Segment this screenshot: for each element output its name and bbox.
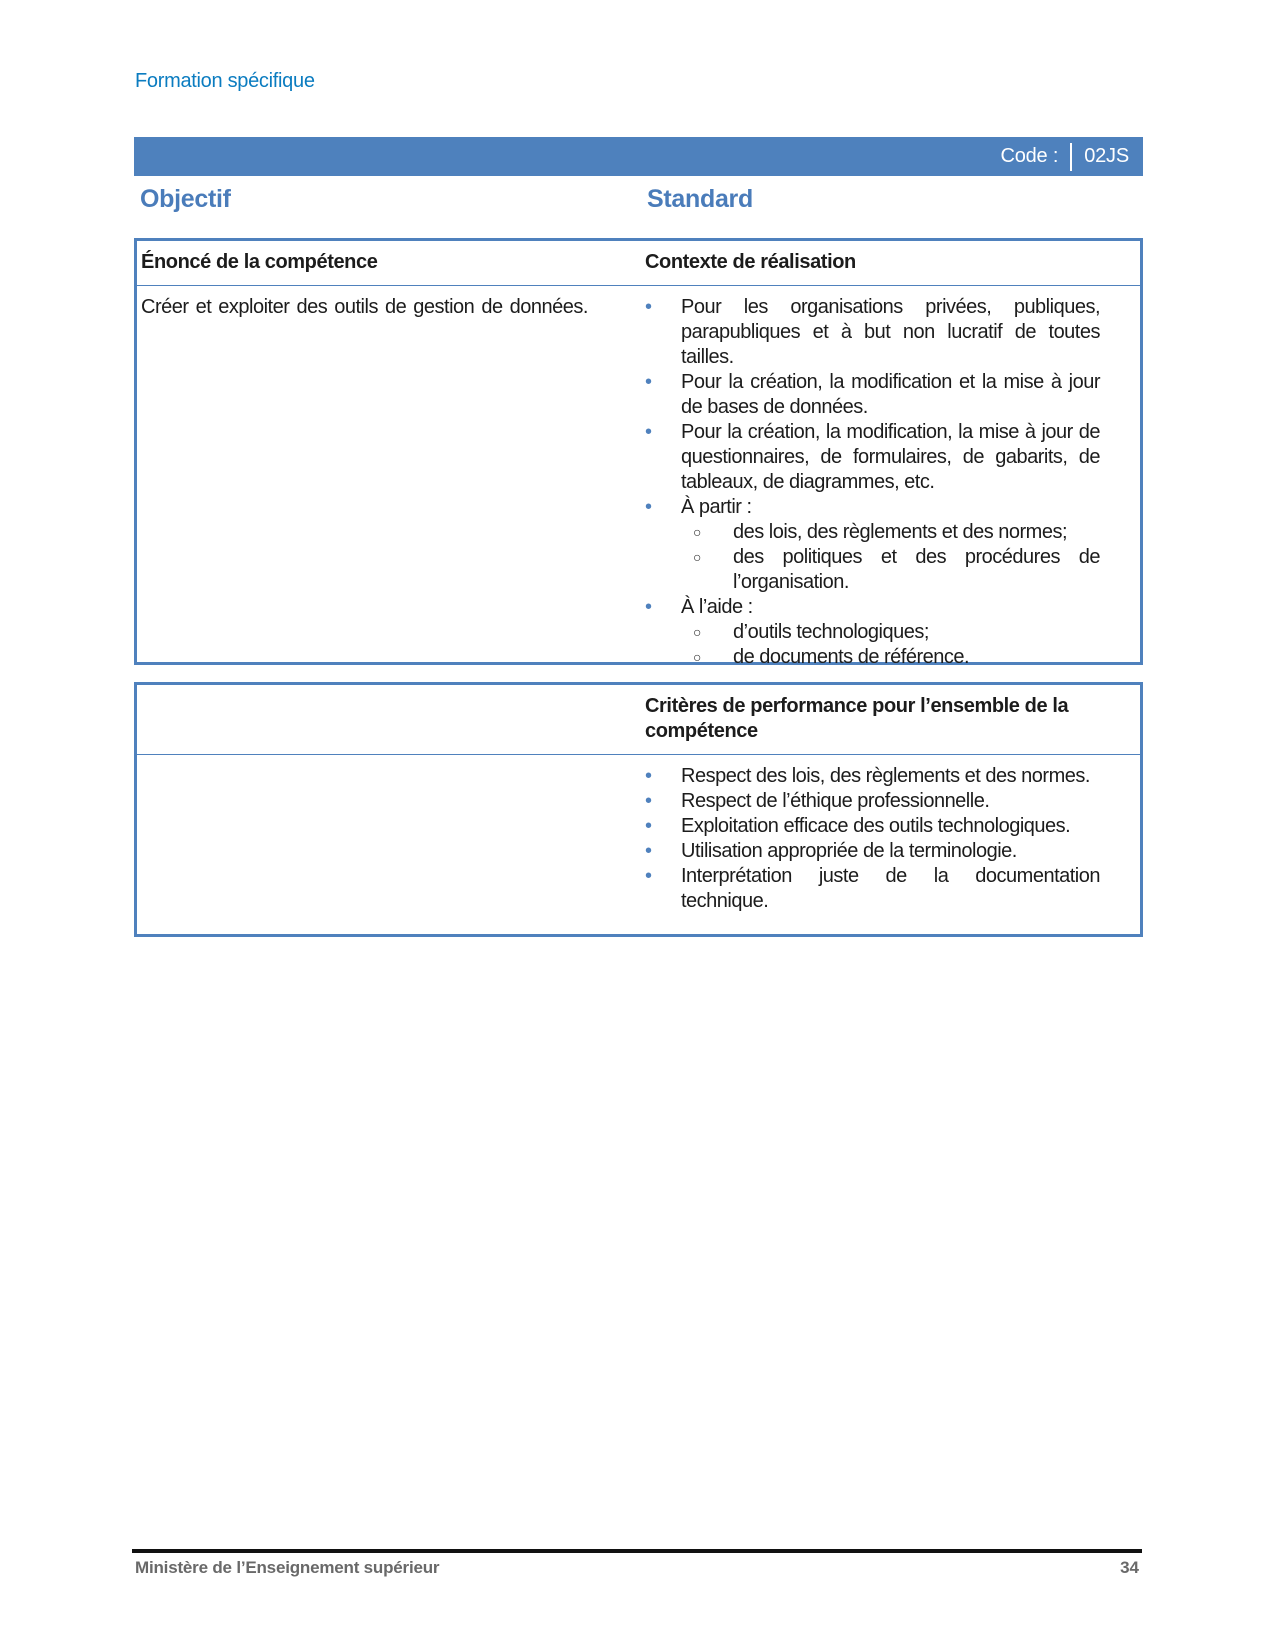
code-label: Code : — [1000, 145, 1059, 167]
list-item: • Utilisation appropriée de la terminologie. — [645, 840, 1017, 862]
criteres-table-body-row — [137, 755, 1140, 934]
sub-list-item: ○ des lois, des règlements et des normes; — [693, 521, 1068, 543]
code-value: 02JS — [1084, 145, 1129, 167]
bullet-dot-icon: • — [645, 840, 652, 862]
circle-bullet-icon: ○ — [693, 649, 701, 665]
heading-standard: Standard — [647, 185, 753, 213]
list-item: • Pour la création, la modification, la mise à jour de questionnaires, de formulaires, de gabarits, de tableaux, de diagrammes, etc. — [645, 421, 1100, 493]
bullet-dot-icon: • — [645, 296, 652, 318]
empty-cell — [137, 755, 645, 934]
footer-page-number: 34 — [1120, 1558, 1139, 1577]
sub-list — [681, 520, 1100, 595]
contexte-header: Contexte de réalisation — [645, 251, 856, 273]
list-item: • Respect des lois, des règlements et des normes. — [645, 765, 1090, 787]
sub-list-item: ○ d’outils technologiques; — [693, 621, 929, 643]
bullet-dot-icon: • — [645, 421, 652, 443]
list-item: • Pour la création, la modification et la mise à jour de bases de données. — [645, 371, 1100, 418]
competence-table-header-row — [137, 241, 1140, 286]
criteres-header: Critères de performance pour l’ensemble de la compétence — [645, 695, 1069, 742]
circle-bullet-icon: ○ — [693, 524, 701, 540]
list-item: • Pour les organisations privées, publiques, parapubliques et à but non lucratif de toutes tailles. — [645, 296, 1100, 368]
criteres-bullet-list — [645, 764, 1100, 914]
list-item: • Respect de l’éthique professionnelle. — [645, 790, 990, 812]
criteres-table — [134, 682, 1143, 937]
empty-cell — [137, 685, 645, 754]
competence-table-body-row — [137, 286, 1140, 676]
footer-ministry-text: Ministère de l’Enseignement supérieur — [135, 1558, 440, 1577]
bullet-dot-icon: • — [645, 596, 652, 618]
footer-rule — [132, 1549, 1142, 1553]
bullet-dot-icon: • — [645, 371, 652, 393]
list-item — [645, 495, 1100, 595]
bullet-dot-icon: • — [645, 765, 652, 787]
section-label: Formation spécifique — [135, 70, 315, 92]
list-item-label: À l’aide : — [681, 596, 753, 618]
bullet-dot-icon: • — [645, 815, 652, 837]
bullet-dot-icon: • — [645, 496, 652, 518]
contexte-bullet-list — [645, 295, 1100, 670]
competence-statement: Créer et exploiter des outils de gestion de données. — [141, 296, 588, 318]
sub-list — [681, 620, 1100, 670]
circle-bullet-icon: ○ — [693, 549, 701, 565]
list-item: • Exploitation efficace des outils technologiques. — [645, 815, 1071, 837]
heading-objectif: Objectif — [140, 185, 231, 213]
code-divider — [1070, 143, 1072, 171]
enonce-header: Énoncé de la compétence — [141, 251, 378, 273]
list-item: • Interprétation juste de la documentation technique. — [645, 865, 1100, 912]
list-item-label: À partir : — [681, 496, 752, 518]
criteres-table-header-row — [137, 685, 1140, 755]
sub-list-item: ○ de documents de référence. — [693, 646, 970, 668]
bullet-dot-icon: • — [645, 790, 652, 812]
list-item — [645, 595, 1100, 670]
sub-list-item: ○ des politiques et des procédures de l’organisation. — [693, 546, 1100, 593]
bullet-dot-icon: • — [645, 865, 652, 887]
competence-table — [134, 238, 1143, 668]
circle-bullet-icon: ○ — [693, 624, 701, 640]
code-bar — [134, 137, 1143, 176]
